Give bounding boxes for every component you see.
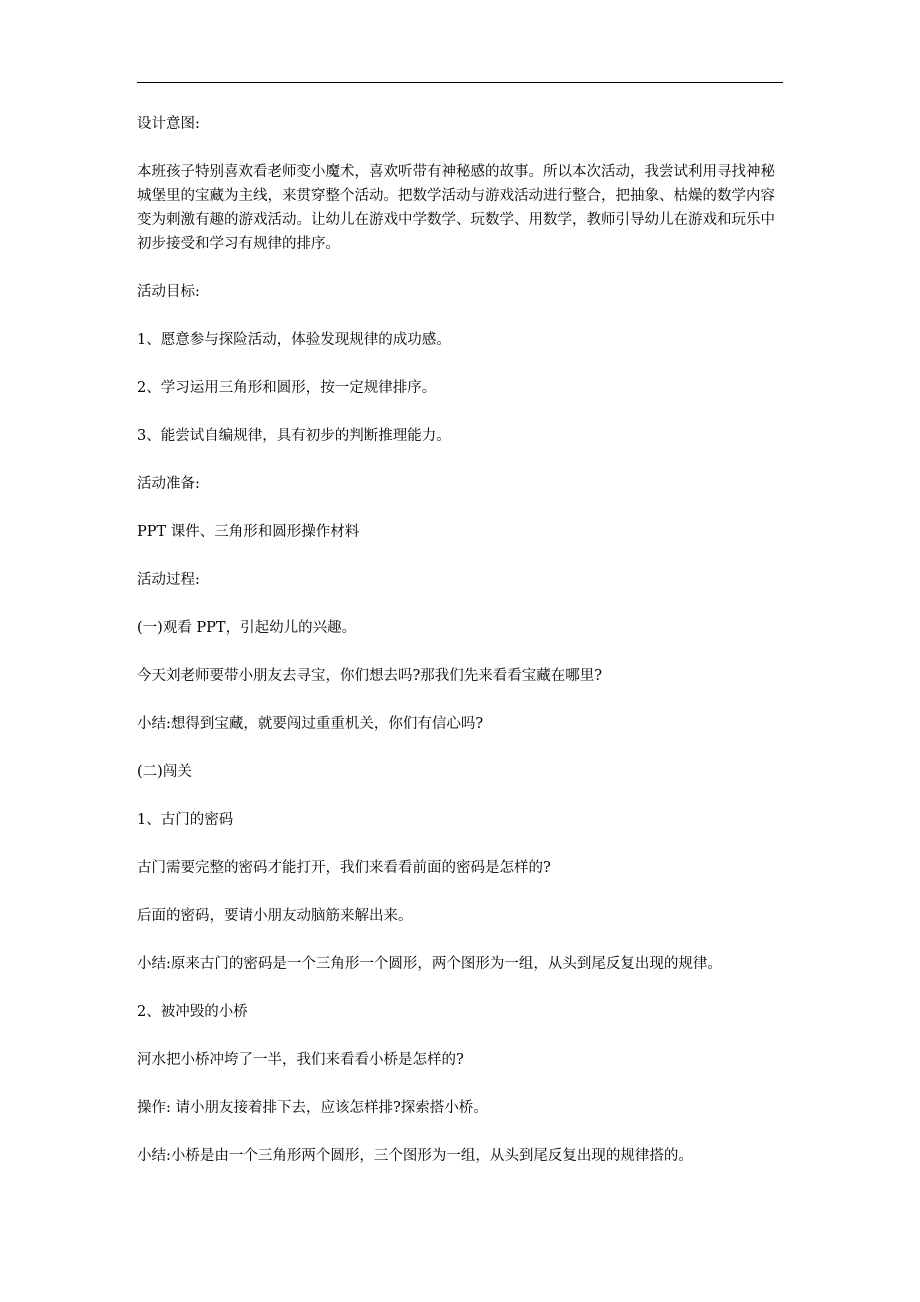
process-step-2-title: (二)闯关 bbox=[137, 764, 192, 780]
goal-item-3: 3、能尝试自编规律，具有初步的判断推理能力。 bbox=[137, 428, 451, 444]
level-2-title: 2、被冲毁的小桥 bbox=[137, 1004, 248, 1020]
heading-design-intent: 设计意图: bbox=[137, 116, 200, 132]
level-1-summary: 小结:原来古门的密码是一个三角形一个圆形，两个图形为一组，从头到尾反复出现的规律。 bbox=[137, 956, 722, 972]
goal-item-2: 2、学习运用三角形和圆形，按一定规律排序。 bbox=[137, 380, 437, 396]
heading-activity-goals: 活动目标: bbox=[137, 284, 200, 300]
process-step-1-summary: 小结:想得到宝藏，就要闯过重重机关，你们有信心吗? bbox=[137, 716, 484, 732]
process-step-1-title: (一)观看 PPT，引起幼儿的兴趣。 bbox=[137, 620, 357, 636]
process-step-1-text: 今天刘老师要带小朋友去寻宝，你们想去吗?那我们先来看看宝藏在哪里? bbox=[137, 668, 603, 684]
goal-item-1: 1、愿意参与探险活动，体验发现规律的成功感。 bbox=[137, 332, 451, 348]
preparation-materials: PPT 课件、三角形和圆形操作材料 bbox=[137, 524, 360, 540]
level-2-summary: 小结:小桥是由一个三角形两个圆形，三个图形为一组，从头到尾反复出现的规律搭的。 bbox=[137, 1148, 693, 1164]
document-body bbox=[137, 112, 787, 1168]
level-1-text-2: 后面的密码，要请小朋友动脑筋来解出来。 bbox=[137, 908, 413, 924]
paragraph-design-intent: 本班孩子特别喜欢看老师变小魔术，喜欢听带有神秘感的故事。所以本次活动，我尝试利用寻找神秘城堡里的宝藏为主线，来贯穿整个活动。把数学活动与游戏活动进行整合，把抽象、枯燥的数学内容变为刺激有趣的游戏活动。让幼儿在游戏中学数学、玩数学、用数学，教师引导幼儿在游戏和玩乐中初步接受和学习有规律的排序。 bbox=[137, 164, 775, 252]
level-2-operation: 操作: 请小朋友接着排下去，应该怎样排?探索搭小桥。 bbox=[137, 1100, 488, 1116]
heading-activity-process: 活动过程: bbox=[137, 572, 200, 588]
level-1-title: 1、古门的密码 bbox=[137, 812, 234, 828]
heading-activity-preparation: 活动准备: bbox=[137, 476, 200, 492]
level-2-text: 河水把小桥冲垮了一半，我们来看看小桥是怎样的? bbox=[137, 1052, 464, 1068]
header-rule bbox=[137, 82, 783, 83]
level-1-text: 古门需要完整的密码才能打开，我们来看看前面的密码是怎样的? bbox=[137, 860, 551, 876]
